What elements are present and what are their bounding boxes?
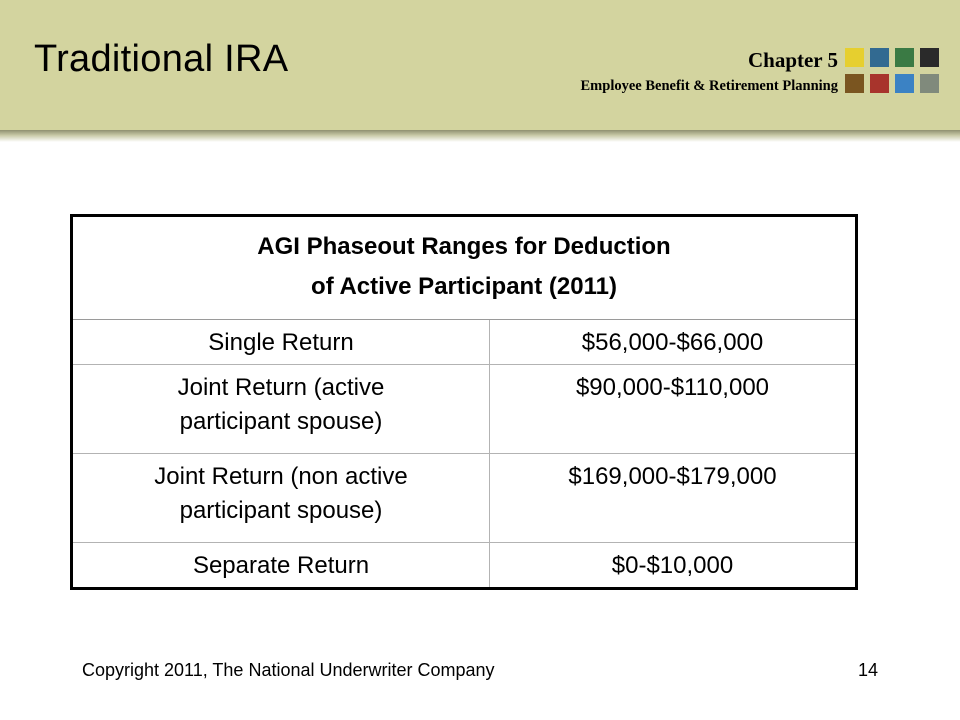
- table-heading-line1: AGI Phaseout Ranges for Deduction: [257, 233, 671, 260]
- filing-status-text: Separate Return: [192, 552, 370, 579]
- color-square: [845, 74, 864, 93]
- header-bar: [0, 0, 960, 130]
- table-row: [72, 320, 857, 365]
- filing-status-text: participant spouse): [179, 408, 383, 435]
- table-heading: [72, 216, 857, 320]
- color-square: [870, 74, 889, 93]
- color-square: [895, 48, 914, 67]
- color-square: [920, 48, 939, 67]
- phaseout-table: [70, 214, 858, 590]
- table-row: [72, 365, 857, 454]
- color-square: [920, 74, 939, 93]
- filing-status-text: Joint Return (non active: [154, 463, 408, 490]
- course-subtitle: Employee Benefit & Retirement Planning: [580, 78, 838, 94]
- filing-status-cell: [72, 543, 490, 589]
- color-squares-logo: [845, 48, 941, 94]
- color-square: [870, 48, 889, 67]
- table-row: [72, 543, 857, 589]
- filing-status-cell: [72, 454, 490, 543]
- range-cell: $56,000-$66,000: [490, 320, 857, 365]
- filing-status-text: participant spouse): [179, 497, 383, 524]
- table-header-row: [72, 216, 857, 320]
- filing-status-cell: [72, 365, 490, 454]
- filing-status-cell: [72, 320, 490, 365]
- range-cell: $169,000-$179,000: [490, 454, 857, 543]
- range-cell: $0-$10,000: [490, 543, 857, 589]
- slide-title: Traditional IRA: [34, 38, 289, 80]
- color-square: [845, 48, 864, 67]
- filing-status-text: Joint Return (active: [177, 374, 385, 401]
- color-square: [895, 74, 914, 93]
- header-shadow: [0, 130, 960, 142]
- chapter-label: Chapter 5: [747, 48, 838, 72]
- table-heading-line2: of Active Participant (2011): [311, 273, 617, 300]
- table-row: [72, 454, 857, 543]
- page-number: 14: [857, 660, 878, 680]
- range-cell: $90,000-$110,000: [490, 365, 857, 454]
- filing-status-text: Single Return: [208, 329, 354, 356]
- copyright-footer: Copyright 2011, The National Underwriter Company: [82, 660, 495, 680]
